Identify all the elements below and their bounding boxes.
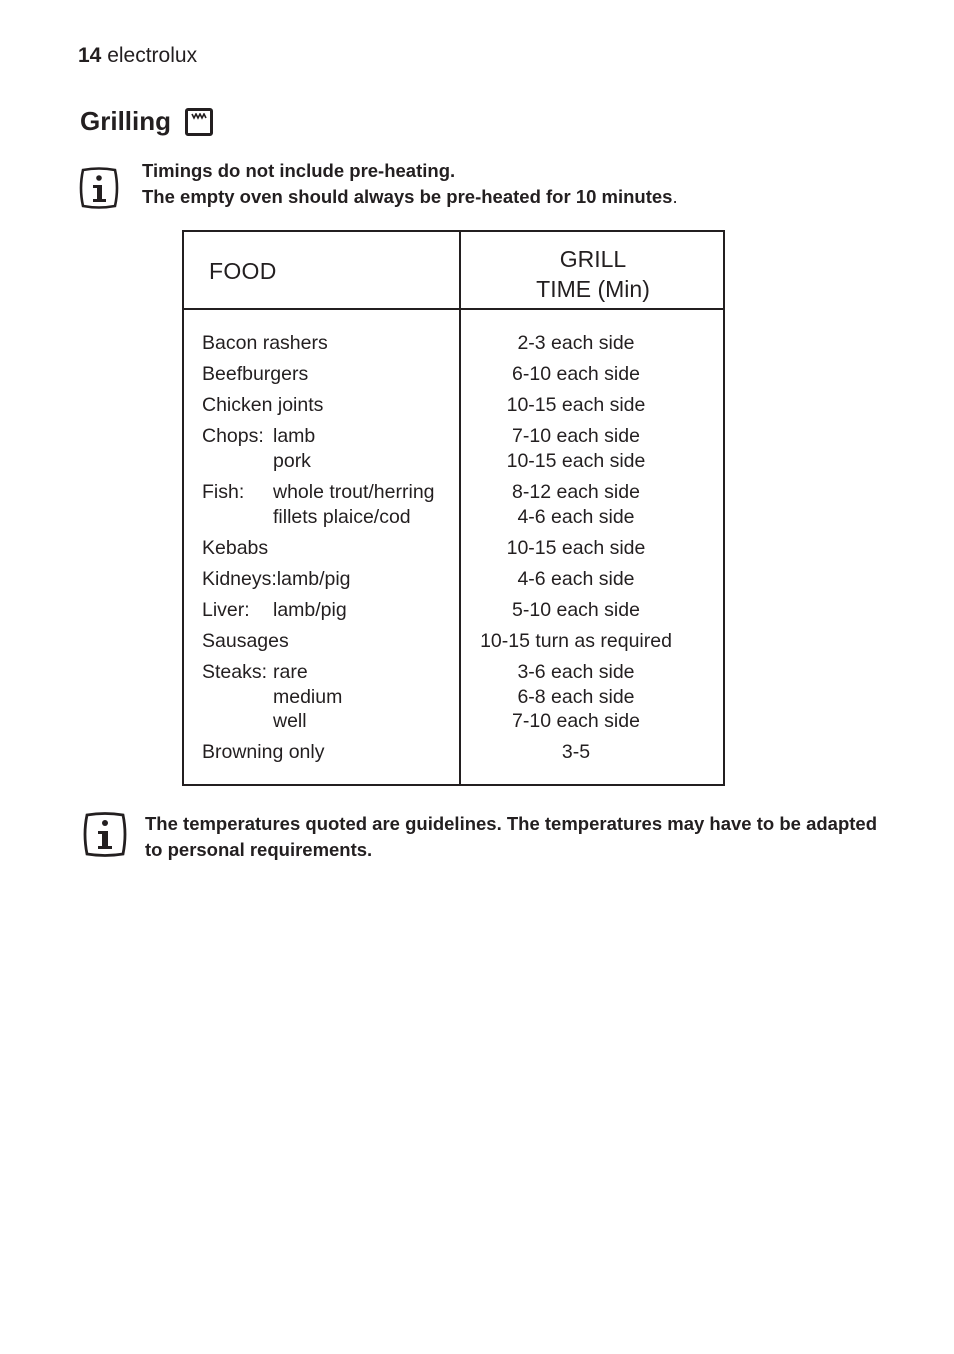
food-steaks-medium: medium <box>273 686 343 708</box>
food-chops-lamb: lamb <box>273 425 316 447</box>
time-fish-whole: 8-12 each side <box>512 481 640 503</box>
info-icon <box>80 811 130 858</box>
food-liver: Liver: <box>202 599 250 621</box>
page-header <box>78 44 197 68</box>
food-steaks: Steaks: <box>202 661 268 683</box>
food-kidneys-variant: lamb/pig <box>276 568 351 590</box>
food-kidneys <box>202 567 351 591</box>
food-chops-pork: pork <box>273 450 311 472</box>
time-liver: 5-10 each side <box>512 599 640 621</box>
note-temperatures: The temperatures quoted are guidelines. The temperatures may have to be adapted to personal requirements. <box>145 813 877 860</box>
note-line-2 <box>142 184 678 210</box>
food-fish: Fish: <box>202 481 245 503</box>
table-border-bottom <box>182 784 725 786</box>
food-bacon-rashers: Bacon rashers <box>202 332 328 354</box>
food-browning-only: Browning only <box>202 741 325 763</box>
time-fish-fillets: 4-6 each side <box>517 506 635 528</box>
food-chops: Chops: <box>202 425 264 447</box>
food-sausages: Sausages <box>202 630 289 652</box>
time-browning-only: 3-5 <box>561 741 591 763</box>
food-steaks-well: well <box>273 710 307 732</box>
note-preheating <box>142 158 678 210</box>
table-header-divider <box>182 308 725 310</box>
food-fish-fillets: fillets plaice/cod <box>273 506 411 528</box>
note-line-1: Timings do not include pre-heating. <box>142 160 456 181</box>
food-kebabs: Kebabs <box>202 537 269 559</box>
food-liver-variant: lamb/pig <box>273 599 347 621</box>
grill-oven-icon <box>185 108 213 136</box>
time-chicken-joints: 10-15 each side <box>506 394 646 416</box>
column-header-line-1: GRILL <box>559 246 627 272</box>
note-line-2-period: . <box>672 186 678 207</box>
table-border-left <box>182 230 184 786</box>
note-line-2-text: The empty oven should always be pre-heated for 10 minutes <box>142 186 673 207</box>
food-kidneys-label: Kidneys: <box>202 568 277 590</box>
time-chops-lamb: 7-10 each side <box>512 425 640 447</box>
table-border-right <box>723 230 725 786</box>
brand-name: electrolux <box>107 44 198 67</box>
table-column-divider <box>459 230 461 786</box>
info-icon <box>77 166 121 210</box>
time-sausages: 10-15 turn as required <box>480 630 672 652</box>
time-steaks-well: 7-10 each side <box>512 710 640 732</box>
time-kebabs: 10-15 each side <box>506 537 646 559</box>
food-chicken-joints: Chicken joints <box>202 394 324 416</box>
column-header-line-2: TIME (Min) <box>536 276 650 302</box>
time-chops-pork: 10-15 each side <box>506 450 646 472</box>
time-bacon-rashers: 2-3 each side <box>517 332 635 354</box>
time-steaks-rare: 3-6 each side <box>517 661 635 683</box>
page-title: Grilling <box>80 106 171 136</box>
page-number: 14 <box>78 44 102 67</box>
section-title <box>80 106 213 137</box>
time-steaks-medium: 6-8 each side <box>517 686 635 708</box>
time-kidneys: 4-6 each side <box>517 568 635 590</box>
food-beefburgers: Beefburgers <box>202 363 309 385</box>
food-fish-whole: whole trout/herring <box>273 481 435 503</box>
food-steaks-rare: rare <box>273 661 308 683</box>
column-header-food: FOOD <box>209 258 277 284</box>
table-border-top <box>182 230 725 232</box>
time-beefburgers: 6-10 each side <box>512 363 640 385</box>
column-header-grill-time <box>462 244 724 304</box>
